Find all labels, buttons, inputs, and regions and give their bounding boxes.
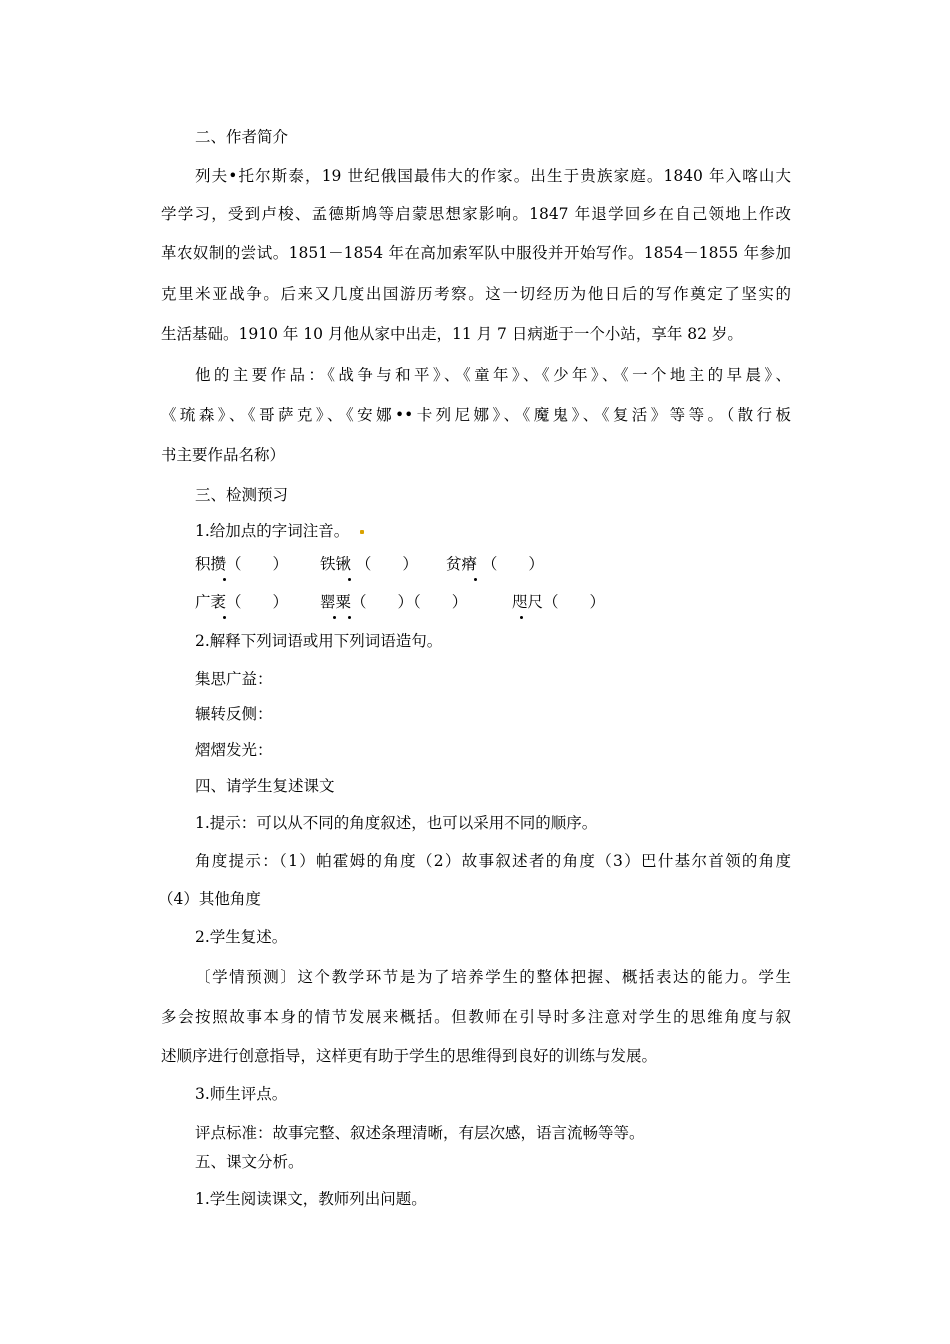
- idiom-item: 集思广益：: [195, 670, 273, 688]
- works-line-1: 他的主要作品：《战争与和平》、《童年》、《少年》、《一个地主的早晨》、: [195, 366, 791, 384]
- works-line-2: 《琉森》、《哥萨克》、《安娜••卡列尼娜》、《魔鬼》、《复活》等等。（散行板: [161, 406, 791, 424]
- retell-line: 2.学生复述。: [195, 928, 288, 946]
- vocab-item: 咫尺（ ）: [512, 593, 606, 611]
- criteria-line: 评点标准：故事完整、叙述条理清晰，有层次感，语言流畅等等。: [195, 1124, 645, 1142]
- forecast-line-2: 多会按照故事本身的情节发展来概括。但教师在引导时多注意对学生的思维角度与叙: [161, 1008, 791, 1026]
- angle-line-2: （4）其他角度: [158, 890, 261, 908]
- analysis-item-1: 1.学生阅读课文，教师列出问题。: [195, 1190, 427, 1208]
- vocab-item: 罂粟（ ）（ ）: [320, 593, 468, 611]
- angle-line-1: 角度提示：（1）帕霍姆的角度（2）故事叙述者的角度（3）巴什基尔首领的角度: [195, 852, 791, 870]
- question-1: 1.给加点的字词注音。: [195, 522, 350, 540]
- vocab-item: 积攒（ ）: [195, 555, 289, 573]
- works-line-3: 书主要作品名称）: [161, 446, 286, 464]
- bio-line-2: 学学习，受到卢梭、孟德斯鸠等启蒙思想家影响。1847 年退学回乡在自己领地上作改: [161, 205, 791, 223]
- emphasis-dot: [223, 616, 226, 619]
- idiom-item: 熠熠发光：: [195, 741, 273, 759]
- vocab-item: 广袤（ ）: [195, 593, 289, 611]
- emphasis-dot: [223, 578, 226, 581]
- highlight-mark: [360, 530, 364, 534]
- retell-heading: 四、请学生复述课文: [195, 777, 335, 795]
- forecast-line-1: 〔学情预测〕这个教学环节是为了培养学生的整体把握、概括表达的能力。学生: [195, 968, 791, 986]
- author-heading: 二、作者简介: [195, 128, 289, 146]
- idiom-item: 辗转反侧：: [195, 705, 273, 723]
- bio-line-1: 列夫•托尔斯泰，19 世纪俄国最伟大的作家。出生于贵族家庭。1840 年入喀山大: [195, 167, 791, 185]
- emphasis-dot: [333, 616, 336, 619]
- forecast-line-3: 述顺序进行创意指导，这样更有助于学生的思维得到良好的训练与发展。: [161, 1047, 658, 1065]
- vocab-item: 铁锹 （ ）: [320, 555, 418, 573]
- emphasis-dot: [348, 616, 351, 619]
- emphasis-dot: [348, 578, 351, 581]
- bio-line-3: 革农奴制的尝试。1851－1854 年在高加索军队中服役并开始写作。1854－1855 年参加: [161, 244, 791, 262]
- review-line: 3.师生评点。: [195, 1085, 288, 1103]
- hint-line: 1.提示：可以从不同的角度叙述，也可以采用不同的顺序。: [195, 814, 598, 832]
- vocab-item: 贫瘠 （ ）: [446, 555, 544, 573]
- emphasis-dot: [474, 578, 477, 581]
- bio-line-5: 生活基础。1910 年 10 月他从家中出走，11 月 7 日病逝于一个小站，享年 82 岁。: [161, 325, 743, 343]
- question-2: 2.解释下列词语或用下列词语造句。: [195, 632, 443, 650]
- emphasis-dot: [520, 616, 523, 619]
- analysis-heading: 五、课文分析。: [195, 1153, 304, 1171]
- bio-line-4: 克里米亚战争。后来又几度出国游历考察。这一切经历为他日后的写作奠定了坚实的: [161, 285, 791, 303]
- preview-heading: 三、检测预习: [195, 486, 289, 504]
